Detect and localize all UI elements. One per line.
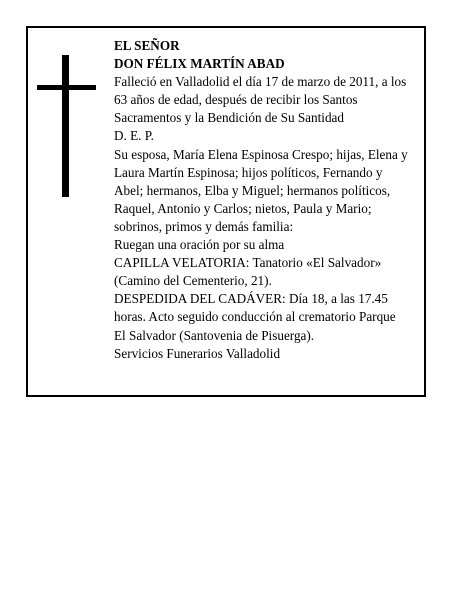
heading-title: EL SEÑOR — [114, 38, 180, 53]
farewell-line: El Salvador (Santovenia de Pisuerga). — [114, 327, 315, 343]
funeral-services-line: Servicios Funerarios Valladolid — [114, 345, 281, 361]
prayer-request-line: Ruegan una oración por su alma — [114, 237, 285, 253]
deceased-name: DON FÉLIX MARTÍN ABAD — [114, 56, 285, 72]
family-line: sobrinos, primos y demás familia: — [114, 218, 294, 234]
family-line: Laura Martín Espinosa; hijos políticos, Fernando y — [114, 164, 383, 180]
farewell-line: horas. Acto seguido conducción al crematorio Parque — [114, 309, 396, 325]
wake-chapel-line: CAPILLA VELATORIA: Tanatorio «El Salvador» — [114, 255, 382, 271]
family-line: Abel; hermanos, Elba y Miguel; hermanos políticos, — [114, 182, 391, 198]
cross-icon — [37, 55, 96, 197]
cross-horizontal-bar — [37, 85, 96, 90]
farewell-line: DESPEDIDA DEL CADÁVER: Día 18, a las 17.45 — [114, 291, 388, 307]
family-line: Su esposa, María Elena Espinosa Crespo; hijas, Elena y — [114, 146, 408, 162]
cross-vertical-bar — [62, 55, 69, 197]
obituary-text — [114, 37, 422, 363]
death-details-line: Sacramentos y la Bendición de Su Santidad — [114, 110, 345, 126]
wake-chapel-address-line: (Camino del Cementerio, 21). — [114, 273, 272, 289]
death-details-line: Falleció en Valladolid el día 17 de marzo de 2011, a los — [114, 74, 407, 90]
death-details-line: 63 años de edad, después de recibir los Santos — [114, 92, 358, 108]
family-line: Raquel, Antonio y Carlos; nietos, Paula y Mario; — [114, 200, 372, 216]
rip-line: D. E. P. — [114, 128, 154, 144]
